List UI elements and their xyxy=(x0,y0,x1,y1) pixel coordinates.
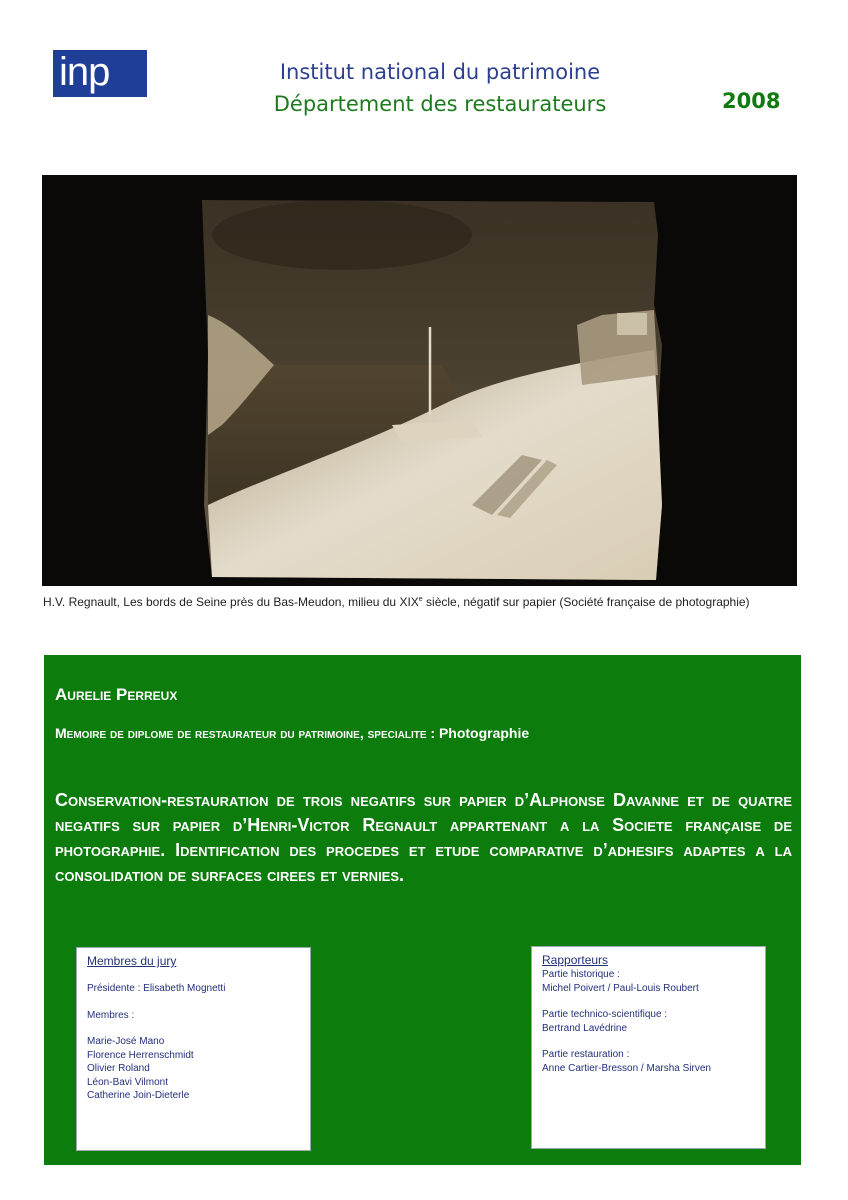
jury-member: Marie-José Mano xyxy=(87,1036,165,1047)
diploma-subtitle: Memoire de diplome de restaurateur du patrimoine, specialite : Photographie xyxy=(55,725,530,741)
author-name: Aurelie Perreux xyxy=(55,685,178,704)
rapporteurs-heading: Rapporteurs xyxy=(542,953,609,967)
thesis-title: Conservation-restauration de trois negatifs sur papier d’Alphonse Davanne et de quatre negatifs sur papier d’Henri-Victor Regnault appartenant a la Societe française de photographie. Identification des procedes et etude comparative d’adhesifs adaptes a la consolidation de surfaces cirees et vernies. xyxy=(55,790,792,885)
jury-heading: Membres du jury xyxy=(87,954,177,968)
jury-member: Léon-Bavi Vilmont xyxy=(87,1076,168,1088)
jury-member: Florence Herrenschmidt xyxy=(87,1049,194,1061)
institute-name: Institut national du patrimoine xyxy=(279,60,601,84)
inp-logo: inp xyxy=(53,50,147,97)
jury-president: Présidente : Elisabeth Mognetti xyxy=(87,983,226,994)
rapporteurs-tech-label: Partie technico-scientifique : xyxy=(542,1009,668,1020)
rapporteurs-tech-names: Bertrand Lavédrine xyxy=(542,1022,628,1034)
jury-member: Catherine Join-Dieterle xyxy=(87,1090,190,1101)
rapporteurs-box xyxy=(531,946,766,1149)
jury-members-label: Membres : xyxy=(87,1009,135,1021)
department-name: Département des restaurateurs xyxy=(273,92,607,116)
rapporteurs-hist-names: Michel Poivert / Paul-Louis Roubert xyxy=(542,982,699,994)
year: 2008 xyxy=(722,89,781,113)
photo-negative-image xyxy=(42,175,797,586)
rapporteurs-rest-names: Anne Cartier-Bresson / Marsha Sirven xyxy=(542,1062,711,1074)
jury-member: Olivier Roland xyxy=(87,1063,150,1074)
specialty: Photographie xyxy=(438,725,530,741)
rapporteurs-hist-label: Partie historique : xyxy=(542,969,620,980)
jury-box xyxy=(76,947,311,1151)
photo-caption: H.V. Regnault, Les bords de Seine près du Bas-Meudon, milieu du XIXe siècle, négatif sur papier (Société française de photographie) xyxy=(43,595,750,609)
rapporteurs-rest-label: Partie restauration : xyxy=(542,1049,630,1060)
